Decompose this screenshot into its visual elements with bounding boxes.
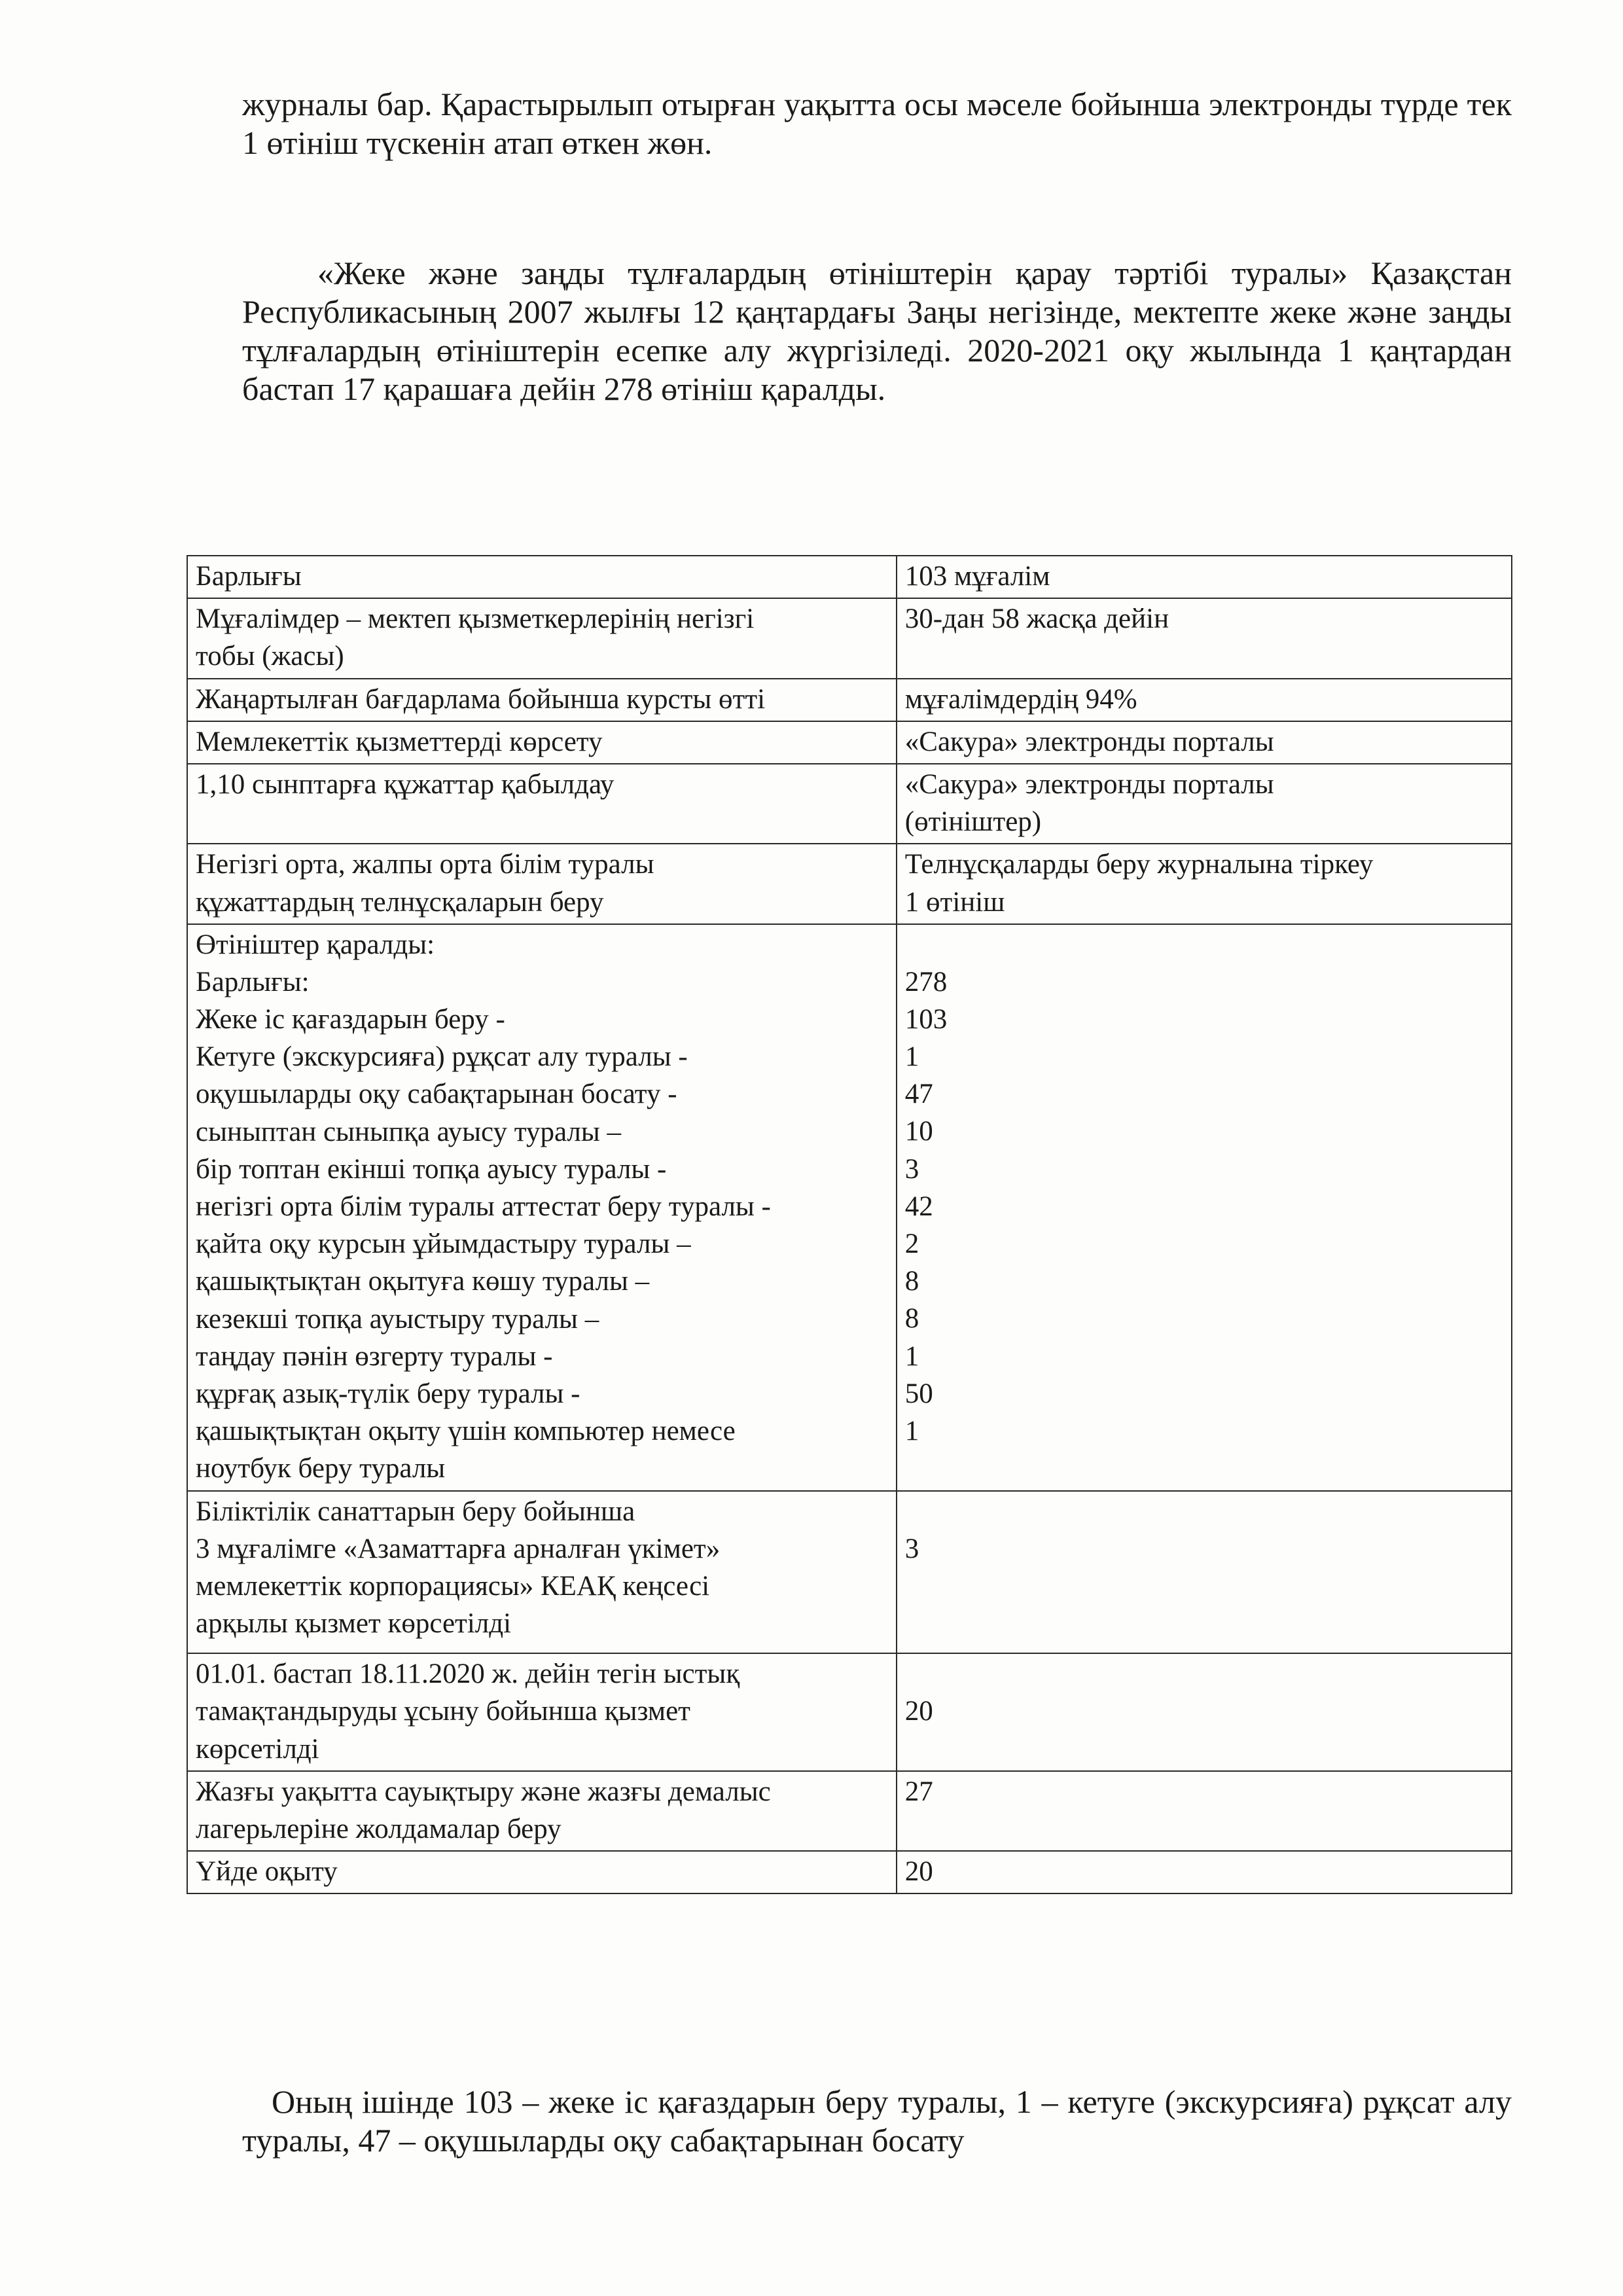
list-item: қашықтықтан оқыту үшін компьютер немесе — [196, 1416, 736, 1447]
value-line: (өтініштер) — [904, 806, 1042, 838]
row-value — [897, 764, 1512, 844]
list-item: Жеке іс қағаздарын беру - — [196, 1004, 505, 1035]
list-item: Барлығы: — [196, 966, 310, 997]
row-label — [187, 1491, 897, 1654]
list-item: бір топтан екінші топқа ауысу туралы - — [196, 1153, 667, 1185]
value-line: «Сакура» электронды порталы — [904, 768, 1274, 800]
list-value: 278 — [904, 966, 948, 997]
row-value: 27 — [897, 1771, 1512, 1851]
label-line: тобы (жасы) — [196, 641, 344, 672]
row-label: Мемлекеттік қызметтерді көрсету — [187, 721, 897, 764]
row-label — [187, 1653, 897, 1771]
table-row — [187, 764, 1512, 844]
row-label: Үйде оқыту — [187, 1851, 897, 1893]
list-value: 3 — [904, 1153, 919, 1185]
row-label — [187, 598, 897, 678]
value-line: 3 — [904, 1533, 919, 1564]
intro-paragraph: журналы бар. Қарастырылып отырған уақытта осы мәселе бойынша электронды түрде тек 1 өтініш түскенін атап өткен жөн. — [242, 86, 1512, 161]
label-line: Мұғалімдер – мектеп қызметкерлерінің негізгі — [196, 603, 755, 635]
row-value: 20 — [897, 1851, 1512, 1893]
row-label — [187, 1771, 897, 1851]
table-row — [187, 679, 1512, 721]
label-line: Жазғы уақытта сауықтыру және жазғы демалыс — [196, 1776, 771, 1807]
list-value: 1 — [904, 1340, 919, 1372]
list-item: ноутбук беру туралы — [196, 1453, 446, 1484]
label-line: лагерьлеріне жолдамалар беру — [196, 1814, 562, 1844]
label-line: 3 мұғалімге «Азаматтарға арналған үкімет» — [196, 1533, 721, 1564]
row-value: «Сакура» электронды порталы — [897, 721, 1512, 764]
row-label — [187, 844, 897, 924]
row-value: мұғалімдердің 94% — [897, 679, 1512, 721]
statistics-table — [187, 555, 1512, 1894]
row-value: 103 мұғалім — [897, 556, 1512, 598]
applications-heading: Өтініштер қаралды: — [196, 929, 435, 960]
list-item: кезекші топқа ауыстыру туралы – — [196, 1303, 599, 1335]
spacer — [905, 926, 1503, 963]
table-row — [187, 721, 1512, 764]
table-row — [187, 1771, 1512, 1851]
row-label: Барлығы — [187, 556, 897, 598]
list-value: 103 — [904, 1003, 948, 1035]
row-label: Жаңартылған бағдарлама бойынша курсты өтті — [187, 679, 897, 721]
label-line: Негізгі орта, жалпы орта білім туралы — [196, 849, 654, 880]
label-line: тамақтандыруды ұсыну бойынша қызмет — [196, 1696, 690, 1727]
list-item: таңдау пәнін өзгерту туралы - — [196, 1340, 553, 1372]
label-line: арқылы қызмет көрсетілді — [196, 1608, 512, 1640]
row-value: 20 — [897, 1653, 1512, 1771]
label-line: мемлекеттік корпорациясы» КЕАҚ кеңсесі — [196, 1570, 710, 1602]
list-value: 50 — [904, 1378, 933, 1409]
list-item: қайта оқу курсын ұйымдастыру туралы – — [196, 1229, 691, 1260]
label-line: көрсетілді — [196, 1733, 319, 1765]
value-line: Телнұсқаларды беру журналына тіркеу — [904, 849, 1374, 880]
list-value: 8 — [904, 1266, 919, 1297]
label-line: Біліктілік санаттарын беру бойынша — [196, 1496, 635, 1527]
row-value — [897, 1491, 1512, 1654]
table-row-applications — [187, 924, 1512, 1491]
table-row — [187, 844, 1512, 924]
table-row — [187, 1653, 1512, 1771]
row-value: 30-дан 58 жасқа дейін — [897, 598, 1512, 678]
list-value: 47 — [904, 1079, 933, 1110]
spacer — [905, 1493, 1503, 1530]
applications-labels — [187, 924, 897, 1491]
row-value — [897, 844, 1512, 924]
list-value: 1 — [904, 1041, 919, 1073]
row-label: 1,10 сынптарға құжаттар қабылдау — [187, 764, 897, 844]
list-value: 42 — [904, 1191, 933, 1222]
list-value: 2 — [904, 1229, 919, 1259]
spacer — [196, 1642, 888, 1650]
list-item: құрғақ азық-түлік беру туралы - — [196, 1378, 580, 1409]
list-item: оқушыларды оқу сабақтарынан босату - — [196, 1079, 677, 1110]
list-item: негізгі орта білім туралы аттестат беру туралы - — [196, 1191, 771, 1222]
law-paragraph: «Жеке және заңды тұлғалардың өтініштерін қарау тәртібі туралы» Қазақстан Республикасының 2007 жылғы 12 қаңтардағы Заңы негізінде, мектепте жеке және заңды тұлғалардың өтініштерін есепке алу жүргізіледі. 2020-2021 оқу жылында 1 қаңтардан бастап 17 қарашаға дейін 278 өтініш қаралды. — [242, 255, 1512, 407]
applications-values — [897, 924, 1512, 1491]
list-value: 1 — [904, 1415, 919, 1446]
table-row — [187, 1491, 1512, 1654]
value-line: 1 өтініш — [904, 886, 1005, 918]
label-line: 01.01. бастап 18.11.2020 ж. дейін тегін ыстық — [196, 1659, 740, 1690]
list-value: 10 — [904, 1116, 933, 1147]
table-row — [187, 1851, 1512, 1893]
list-item: сыныптан сыныпқа ауысу туралы – — [196, 1116, 622, 1147]
table-row — [187, 598, 1512, 678]
label-line: құжаттардың телнұсқаларын беру — [196, 886, 604, 918]
table-row — [187, 556, 1512, 598]
list-value: 8 — [904, 1303, 919, 1335]
summary-paragraph: Оның ішінде 103 – жеке іс қағаздарын беру туралы, 1 – кетуге (экскурсияға) рұқсат алу туралы, 47 – оқушыларды оқу сабақтарынан босату — [242, 2083, 1512, 2159]
list-item: Кетуге (экскурсияға) рұқсат алу туралы - — [196, 1041, 688, 1073]
list-item: қашықтықтан оқытуға көшу туралы – — [196, 1266, 650, 1297]
